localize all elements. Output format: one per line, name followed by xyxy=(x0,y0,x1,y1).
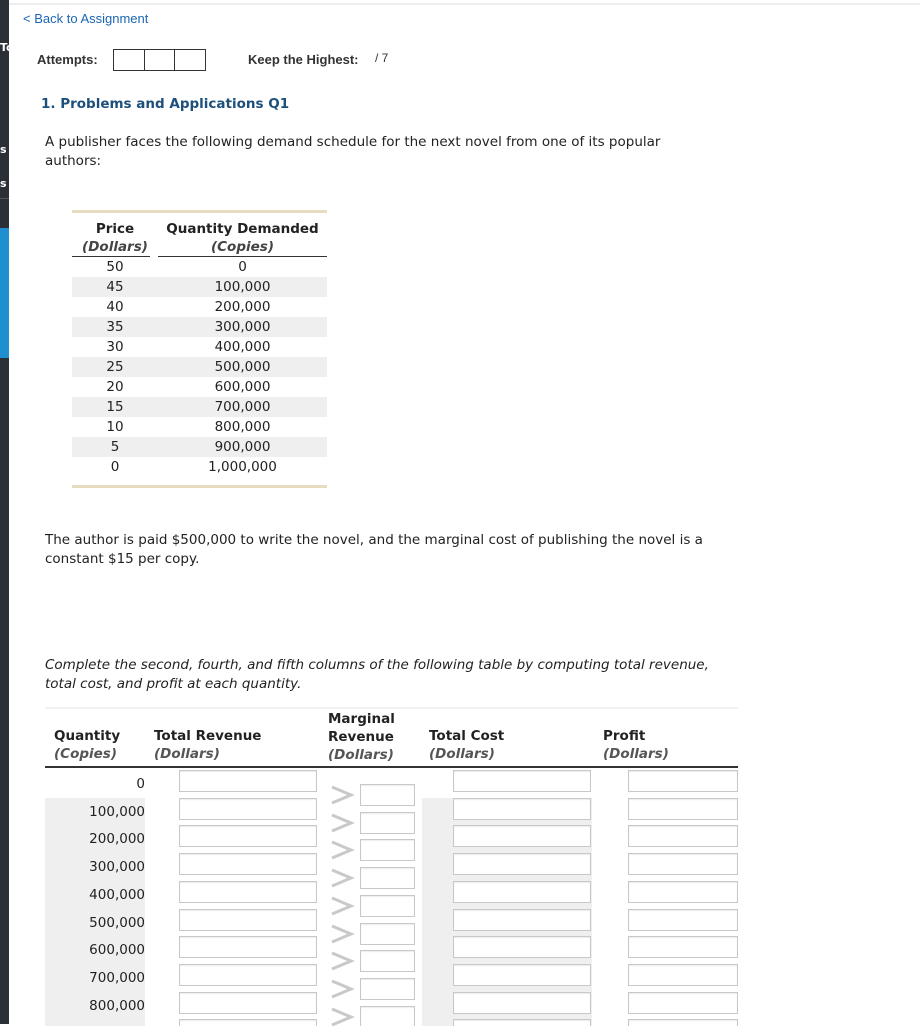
left-sidebar xyxy=(0,0,14,1024)
quantity-cell: 200,000 xyxy=(89,831,145,848)
total-revenue-unit-text: (Dollars) xyxy=(154,746,220,762)
marginal-arrow-icon xyxy=(329,839,355,861)
demand-table-body xyxy=(72,257,327,477)
sidebar-text-fragment: s xyxy=(0,177,7,190)
price-header: Price xyxy=(95,221,135,237)
marginal-arrow-icon xyxy=(329,812,355,834)
sidebar-text-fragment: To xyxy=(0,41,14,54)
quantity-cell: 800,000 xyxy=(89,997,145,1014)
attempts-label: Attempts: xyxy=(37,52,98,67)
demand-table-row xyxy=(72,297,327,317)
keep-highest-label: Keep the Highest: xyxy=(248,52,359,67)
demand-table-row xyxy=(72,417,327,437)
quantity-cell: 700,000 xyxy=(89,969,145,986)
quantity-demanded-cell: 200,000 xyxy=(214,299,271,315)
quantity-cell: 100,000 xyxy=(89,803,145,820)
marginal-revenue-input[interactable] xyxy=(360,812,415,834)
marginal-revenue-input[interactable] xyxy=(360,839,415,861)
sidebar-divider xyxy=(0,198,9,199)
total-cost-input[interactable] xyxy=(453,936,591,958)
instructions xyxy=(45,656,735,694)
demand-table-row xyxy=(72,317,327,337)
demand-table-row xyxy=(72,437,327,457)
quantity-demanded-cell: 1,000,000 xyxy=(208,459,277,475)
marginal-revenue-column-header xyxy=(328,710,395,764)
profit-input[interactable] xyxy=(628,881,738,903)
price-cell: 45 xyxy=(106,279,124,295)
total-revenue-header-text: Total Revenue xyxy=(154,728,262,744)
marginal-revenue-input[interactable] xyxy=(360,950,415,972)
total-cost-header-text: Total Cost xyxy=(429,728,505,744)
total-revenue-column-header xyxy=(154,727,261,763)
profit-input[interactable] xyxy=(628,936,738,958)
total-revenue-input[interactable] xyxy=(179,770,317,792)
total-cost-input[interactable] xyxy=(453,881,591,903)
header-underline xyxy=(45,766,738,768)
demand-table-header xyxy=(72,213,327,256)
intro-line: authors: xyxy=(45,153,102,169)
price-cell: 50 xyxy=(106,259,124,275)
quantity-demanded-header: Quantity Demanded xyxy=(166,221,319,237)
quantity-cell: 600,000 xyxy=(89,942,145,959)
attempt-box xyxy=(174,49,206,71)
marginal-arrow-icon xyxy=(329,867,355,889)
sidebar-active-indicator xyxy=(0,228,9,358)
demand-schedule-table xyxy=(72,210,327,488)
quantity-demanded-cell: 800,000 xyxy=(214,419,271,435)
marginal-revenue-unit-text: (Dollars) xyxy=(328,747,394,763)
profit-input[interactable] xyxy=(628,798,738,820)
profit-input[interactable] xyxy=(628,853,738,875)
price-cell: 30 xyxy=(106,339,124,355)
total-cost-column-header xyxy=(429,727,504,763)
marginal-revenue-input[interactable] xyxy=(360,867,415,889)
quantity-demanded-cell: 300,000 xyxy=(214,319,271,335)
total-cost-unit-text: (Dollars) xyxy=(429,746,495,762)
demand-table-row xyxy=(72,397,327,417)
price-cell: 0 xyxy=(110,459,120,475)
marginal-arrow-icon xyxy=(329,978,355,1000)
profit-input[interactable] xyxy=(628,992,738,1014)
quantity-cell: 400,000 xyxy=(89,886,145,903)
marginal-arrow-icon xyxy=(329,950,355,972)
quantity-demanded-cell: 900,000 xyxy=(214,439,271,455)
cost-line: The author is paid $500,000 to write the novel, and the marginal cost of publishing the novel is a xyxy=(45,532,703,548)
total-revenue-input[interactable] xyxy=(179,1019,317,1026)
quantity-column-header xyxy=(54,727,120,763)
question-intro xyxy=(45,133,735,171)
sidebar-text-fragment: s xyxy=(0,143,7,156)
total-cost-input[interactable] xyxy=(453,770,591,792)
total-revenue-input[interactable] xyxy=(179,936,317,958)
price-cell: 25 xyxy=(106,359,124,375)
demand-table-row xyxy=(72,377,327,397)
total-cost-input[interactable] xyxy=(453,992,591,1014)
marginal-arrow-icon xyxy=(329,784,355,806)
price-cell: 20 xyxy=(106,379,124,395)
total-revenue-input[interactable] xyxy=(179,964,317,986)
demand-table-row xyxy=(72,337,327,357)
quantity-unit-header: (Copies) xyxy=(210,239,274,255)
profit-header-text: Profit xyxy=(603,728,646,744)
total-cost-input[interactable] xyxy=(453,1019,591,1026)
total-revenue-input[interactable] xyxy=(179,853,317,875)
back-to-assignment-link[interactable]: < Back to Assignment xyxy=(23,11,149,26)
marginal-arrow-icon xyxy=(329,895,355,917)
quantity-cell: 0 xyxy=(136,776,145,792)
profit-input[interactable] xyxy=(628,964,738,986)
cost-description xyxy=(45,531,735,569)
question-title: 1. Problems and Applications Q1 xyxy=(41,96,290,112)
quantity-demanded-cell: 600,000 xyxy=(214,379,271,395)
demand-table-row xyxy=(72,257,327,277)
marginal-revenue-input[interactable] xyxy=(360,784,415,806)
profit-input[interactable] xyxy=(628,909,738,931)
attempt-box xyxy=(113,49,145,71)
price-cell: 5 xyxy=(110,439,120,455)
instruction-line: Complete the second, fourth, and fifth columns of the following table by computing total revenue, xyxy=(45,657,709,673)
total-revenue-input[interactable] xyxy=(179,798,317,820)
total-revenue-input[interactable] xyxy=(179,909,317,931)
total-cost-input[interactable] xyxy=(453,964,591,986)
instruction-line: total cost, and profit at each quantity. xyxy=(45,676,302,692)
total-revenue-input[interactable] xyxy=(179,992,317,1014)
price-cell: 10 xyxy=(106,419,124,435)
profit-unit-text: (Dollars) xyxy=(603,746,669,762)
total-revenue-input[interactable] xyxy=(179,825,317,847)
profit-input[interactable] xyxy=(628,825,738,847)
demand-table-row xyxy=(72,357,327,377)
profit-input[interactable] xyxy=(628,770,738,792)
quantity-unit-text: (Copies) xyxy=(54,746,118,762)
quantity-demanded-cell: 400,000 xyxy=(214,339,271,355)
profit-input[interactable] xyxy=(628,1019,738,1026)
quantity-demanded-cell: 500,000 xyxy=(214,359,271,375)
marginal-revenue-input[interactable] xyxy=(360,978,415,1000)
marginal-revenue-input[interactable] xyxy=(360,895,415,917)
price-cell: 40 xyxy=(106,299,124,315)
attempt-box xyxy=(144,49,176,71)
intro-line: A publisher faces the following demand schedule for the next novel from one of its popular xyxy=(45,134,661,150)
quantity-cell: 500,000 xyxy=(89,914,145,931)
marginal-revenue-header-text: Revenue xyxy=(328,729,394,745)
quantity-demanded-cell: 0 xyxy=(238,259,247,275)
price-unit-header: (Dollars) xyxy=(82,239,148,255)
profit-column-header xyxy=(603,727,669,763)
price-cell: 15 xyxy=(106,399,124,415)
total-revenue-input[interactable] xyxy=(179,881,317,903)
revenue-cost-profit-table xyxy=(45,707,738,1026)
quantity-header-text: Quantity xyxy=(54,728,121,744)
marginal-arrow-icon xyxy=(329,923,355,945)
marginal-revenue-header-text: Marginal xyxy=(328,711,395,727)
quantity-demanded-cell: 700,000 xyxy=(214,399,271,415)
marginal-arrow-icon xyxy=(329,1006,355,1026)
cost-line: constant $15 per copy. xyxy=(45,551,200,567)
price-cell: 35 xyxy=(106,319,124,335)
total-cost-input[interactable] xyxy=(453,909,591,931)
total-cost-input[interactable] xyxy=(453,853,591,875)
total-cost-input[interactable] xyxy=(453,825,591,847)
attempts-indicator xyxy=(113,49,205,71)
demand-table-row xyxy=(72,277,327,297)
total-cost-input[interactable] xyxy=(453,798,591,820)
marginal-revenue-input[interactable] xyxy=(360,1006,415,1026)
keep-highest-score: / 7 xyxy=(375,51,389,65)
quantity-cell: 300,000 xyxy=(89,859,145,876)
demand-table-row xyxy=(72,457,327,477)
top-divider xyxy=(9,3,920,5)
marginal-revenue-input[interactable] xyxy=(360,923,415,945)
quantity-demanded-cell: 100,000 xyxy=(214,279,271,295)
